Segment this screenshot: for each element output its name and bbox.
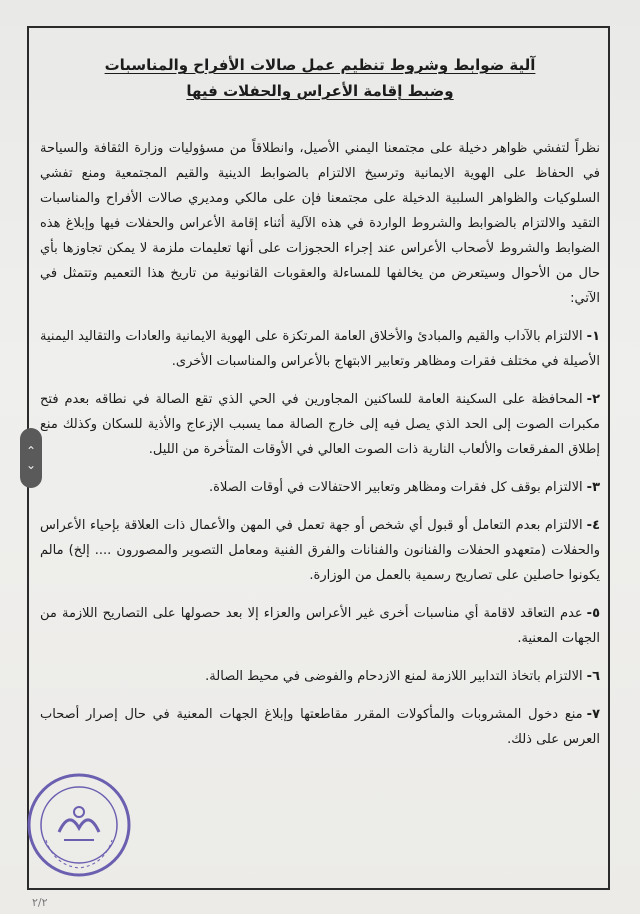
list-item-text: الالتزام باتخاذ التدابير اللازمة لمنع الازدحام والفوضى في محيط الصالة. bbox=[205, 669, 583, 684]
chevron-up-icon: ⌃ bbox=[25, 444, 37, 458]
title-line-1: آلية ضوابط وشروط تنظيم عمل صالات الأفراح والمناسبات bbox=[104, 56, 536, 74]
list-item-number: ١- bbox=[586, 329, 600, 344]
list-item bbox=[40, 702, 600, 752]
conditions-list bbox=[40, 324, 600, 752]
list-item-text: الالتزام بوقف كل فقرات ومظاهر وتعابير الاحتفالات في أوقات الصلاة. bbox=[209, 480, 583, 495]
list-item-number: ٣- bbox=[586, 480, 600, 495]
list-item bbox=[40, 475, 600, 500]
title-line-2: وضبط إقامة الأعراس والحفلات فيها bbox=[186, 82, 454, 100]
list-item bbox=[40, 513, 600, 588]
document-title bbox=[40, 52, 600, 104]
list-item-number: ٥- bbox=[586, 606, 600, 621]
list-item-number: ٧- bbox=[586, 707, 600, 722]
official-stamp bbox=[24, 770, 134, 880]
page-number: ٢/٢ bbox=[32, 896, 48, 909]
list-item-text: الالتزام بالآداب والقيم والمبادئ والأخلاق العامة المرتكزة على الهوية الايمانية والعادات والتقاليد اليمنية الأصيلة في مختلف فقرات ومظاهر وتعابير الابتهاج بالأعراس والمناسبات الأخرى. bbox=[40, 329, 600, 369]
list-item-number: ٤- bbox=[586, 518, 600, 533]
list-item bbox=[40, 387, 600, 462]
document-body bbox=[40, 50, 600, 756]
list-item bbox=[40, 664, 600, 689]
list-item bbox=[40, 601, 600, 651]
list-item bbox=[40, 324, 600, 374]
intro-paragraph: نظراً لتفشي ظواهر دخيلة على مجتمعنا اليمني الأصيل، وانطلاقاً من مسؤوليات وزارة الثقافة والسياحة في الحفاظ على الهوية الايمانية وترسيخ الالتزام بالضوابط الدينية والقيم المجتمعية ومنع تفشي السلوكيات والظواهر السلبية الدخيلة على مجتمعنا فإن على مالكي ومديري صالات الأفراح والمناسبات التقيد والالتزام بالضوابط والشروط الواردة في هذه الآلية أثناء إقامة الأعراس والحفلات فيها وإبلاغ هذه الضوابط والشروط لأصحاب الأعراس عند إجراء الحجوزات على أنها تعليمات ملزمة لا يمكن تجاوزها بأي حال من الأحوال وسيتعرض من يخالفها للمساءلة والعقوبات القانونية من تاريخ هذا التعميم وتتمثل في الآتي: bbox=[40, 141, 600, 306]
scroll-handle[interactable] bbox=[20, 428, 42, 488]
list-item-text: عدم التعاقد لاقامة أي مناسبات أخرى غير الأعراس والعزاء إلا بعد حصولها على التصاريح اللازمة من الجهات المعنية. bbox=[40, 606, 600, 646]
chevron-down-icon: ⌄ bbox=[25, 458, 37, 472]
list-item-text: المحافظة على السكينة العامة للساكنين المجاورين في الحي الذي تقع الصالة في نطاقه بعدم فتح مكبرات الصوت إلى الحد الذي يصل فيه إلى خارج الصالة مما يسبب الإزعاج والأذية للسكان وكذلك منع إطلاق المفرقعات والألعاب النارية ذات الصوت العالي في الأوقات المتأخرة من الليل. bbox=[40, 392, 600, 457]
list-item-text: الالتزام بعدم التعامل أو قبول أي شخص أو جهة تعمل في المهن والأعمال ذات العلاقة بإحياء الأعراس والحفلات (متعهدو الحفلات والفنانون والفنانات والفرق الفنية ومعامل التصوير والمصورون .... إلخ) مالم يكونوا حاصلين على تصاريح رسمية بالعمل من الوزارة. bbox=[40, 518, 600, 583]
list-item-number: ٢- bbox=[586, 392, 600, 407]
list-item-text: منع دخول المشروبات والمأكولات المقرر مقاطعتها وإبلاغ الجهات المعنية في حال إصرار أصحاب العرس على ذلك. bbox=[40, 707, 600, 747]
list-item-number: ٦- bbox=[586, 669, 600, 684]
